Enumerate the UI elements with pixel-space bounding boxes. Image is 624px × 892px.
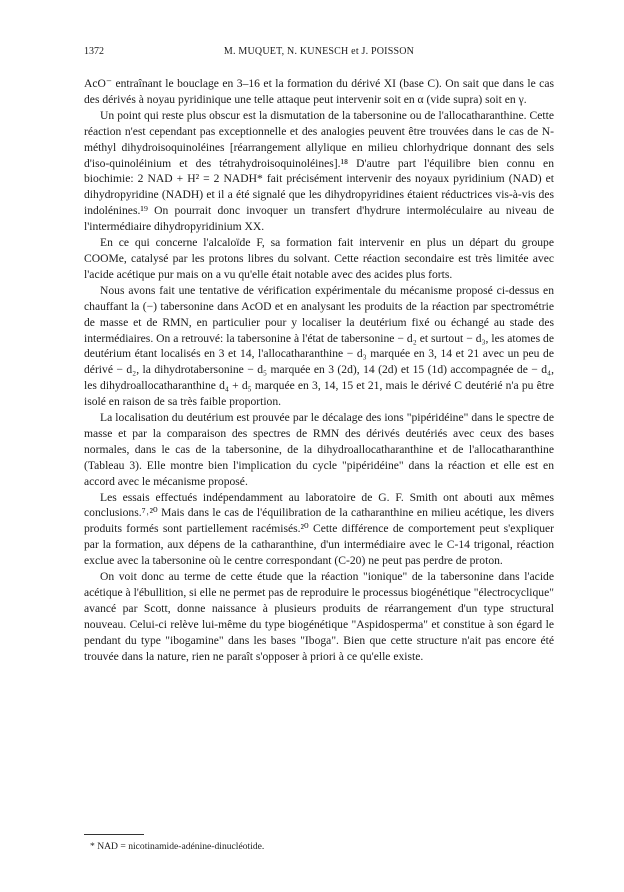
- paragraph: Nous avons fait une tentative de vérification expérimentale du mécanisme proposé ci-dessus en chauffant la (−) tabersonine dans AcOD et en analysant les produits de la réaction par spectrométrie de masse et de RMN, en particulier pour y localiser la deutérium fixé ou échangé au stade des intermédiaires. On a retrouvé: la tabersonine à l'état de tabersonine − d₂ et surtout − d₃, les atomes de deutérium étant localisés en 3 et 14, l'allocatharanthine − d₃ marquée en 3, 14 et 21 avec un peu de dérivé − d₂, la dihydrotabersonine − d₅ marquée en 3 (2d), 14 (2d) et 15 (1d) accompagnée de − d₄, les dihydroallocatharanthine d₄ + d₅ marquée en 3, 14, 15 et 21, mais le dérivé C deutérié n'a pu être isolé en raison de sa très faible proportion.: [84, 283, 554, 409]
- body-text: [84, 76, 554, 665]
- paragraph: En ce qui concerne l'alcaloïde F, sa formation fait intervenir en plus un départ du groupe COOMe, catalysé par les protons libres du solvant. Cette réaction secondaire est très limitée avec l'acide acétique pur mais on a vu qu'elle était notable avec des acides plus forts.: [84, 236, 554, 281]
- page-number: 1372: [84, 46, 104, 57]
- footnote-divider: [84, 834, 144, 835]
- page-header: [84, 44, 554, 60]
- footnote: * NAD = nicotinamide-adénine-dinucléotide.: [90, 841, 265, 852]
- paragraph: Un point qui reste plus obscur est la dismutation de la tabersonine ou de l'allocatharanthine. Cette réaction n'est cependant pas exceptionnelle et des analogies peuvent être trouvées dans le cas de N-méthyl dihydroisoquinoléines [réarrangement allylique en milieu chlorhydrique donnant des sels d'iso-quinoléinium et des tétrahydroisoquinoléines].¹⁸ D'autre part l'équilibre bien connu en biochimie: 2 NAD + H² = 2 NADH* fait précisément intervenir des noyaux pyridinium (NAD) et dihydropyridine (NADH) et il a été signalé que les dihydropyridines étaient réductrices vis-à-vis des indolénines.¹⁹ On pourrait donc invoquer un transfert d'hydrure intermoléculaire au niveau de l'intermédiaire dihydropyridinium XX.: [84, 108, 554, 234]
- paragraph: On voit donc au terme de cette étude que la réaction "ionique" de la tabersonine dans l'acide acétique à l'ébullition, si elle ne permet pas de reproduire le processus biogénétique "électrocyclique" avancé par Scott, donne naissance à plusieurs produits de réarrangement d'un type structural nouveau. Celui-ci relève lui-même du type biogénétique "Aspidosperma" et constitue à son égard le pendant du type "ibogamine" dans les bases "Iboga". Bien que cette structure n'ait pas encore été trouvée dans la nature, rien ne paraît s'opposer à priori à ce qu'elle existe.: [84, 570, 554, 663]
- running-title: M. MUQUET, N. KUNESCH et J. POISSON: [223, 46, 415, 57]
- paragraph: Les essais effectués indépendamment au laboratoire de G. F. Smith ont abouti aux mêmes conclusions.⁷˒²⁰ Mais dans le cas de l'équilibration de la catharanthine en milieu acétique, les divers produits formés sont partiellement racémisés.²⁰ Cette différence de comportement peut s'expliquer par la formation, aux dépens de la catharanthine, d'un intermédiaire avec le C-14 trigonal, réaction exclue avec la tabersonine où le centre correspondant (C-20) ne peut pas perdre de proton.: [84, 490, 554, 568]
- paragraph: La localisation du deutérium est prouvée par le décalage des ions "pipéridéine" dans le spectre de masse et par la comparaison des spectres de RMN des dérivés deutériés avec ceux des bases normales, dans le cas de la tabersonine, de la dihydroallocatharanthine et de l'allocatharanthine (Tableau 3). Elle montre bien l'implication du cycle "pipéridéine" dans la réaction et elle est en accord avec le mécanisme proposé.: [84, 411, 554, 488]
- paragraph: AcO⁻ entraînant le bouclage en 3–16 et la formation du dérivé XI (base C). On sait que dans le cas des dérivés à noyau pyridinique une telle attaque peut intervenir soit en α (vide supra) soit en γ.: [84, 77, 554, 106]
